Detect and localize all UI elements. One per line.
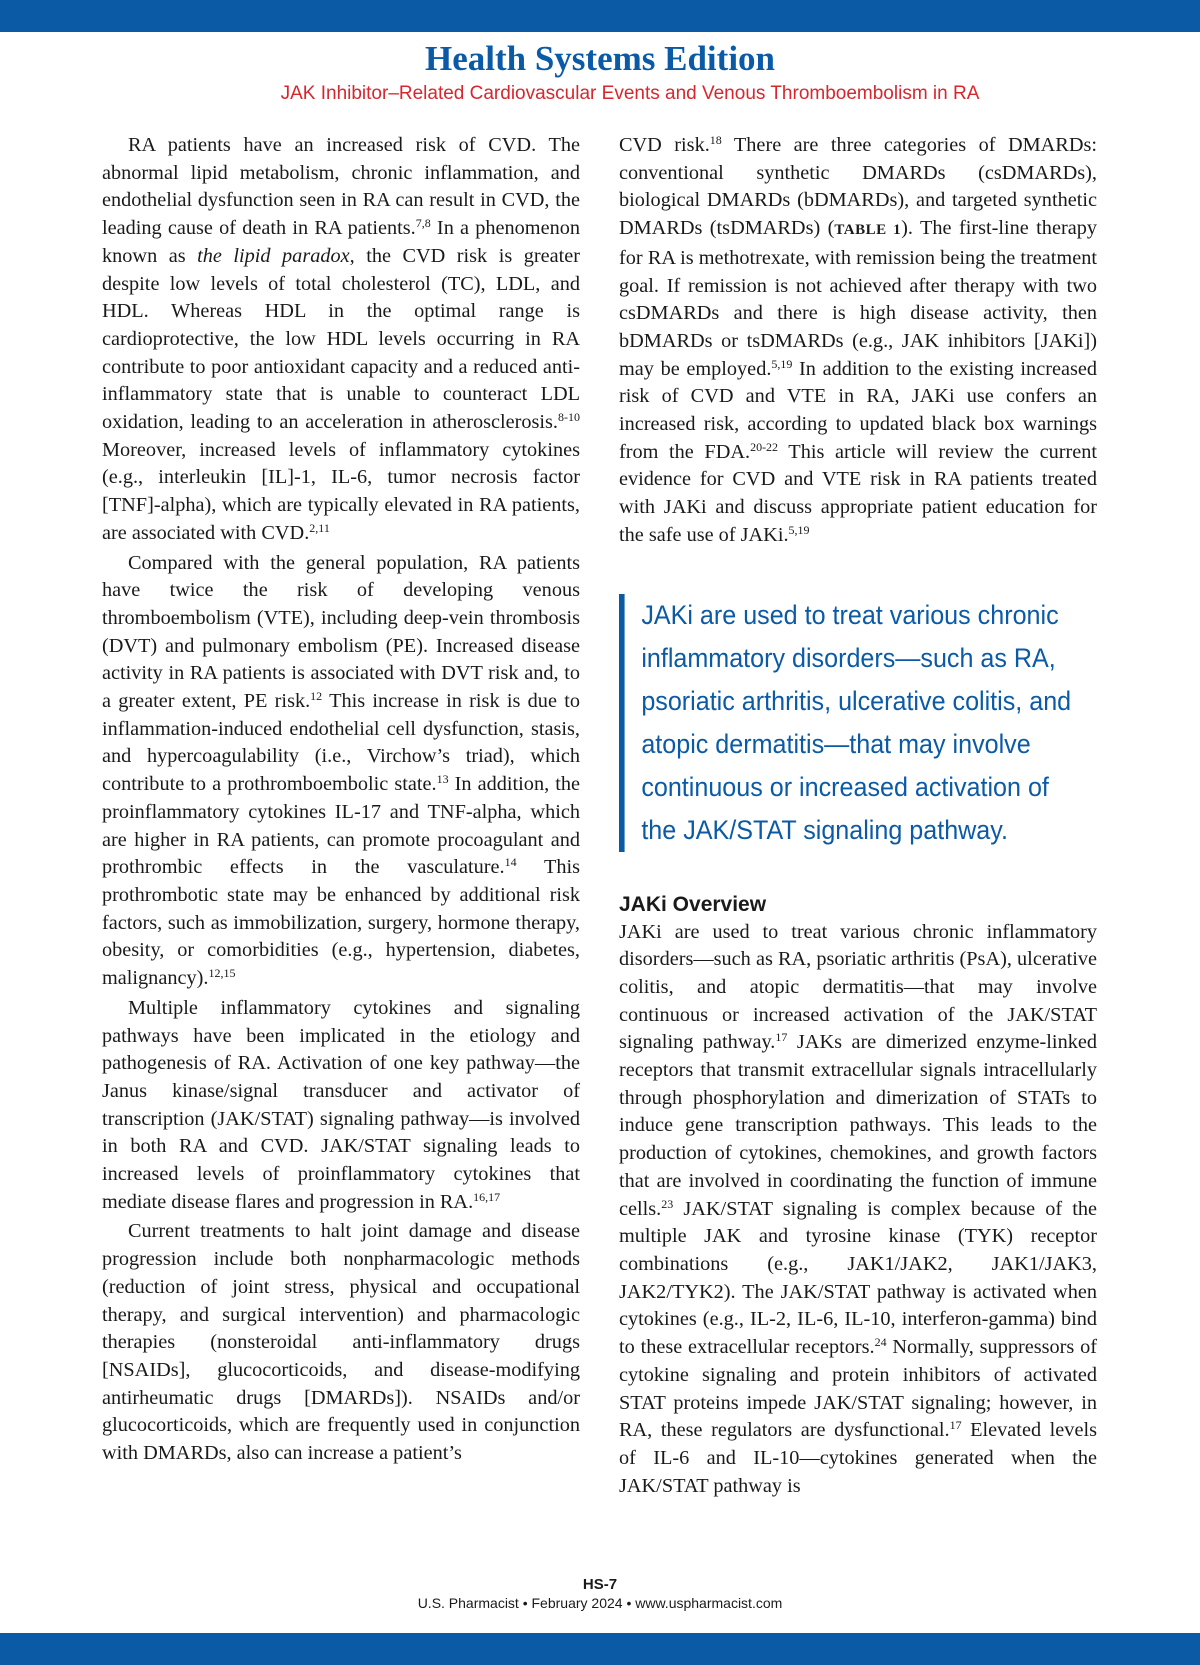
citation-superscript: 23 [661,1196,674,1211]
text-run: JAKs are dimerized enzyme-linked receptors that transmit extracellular signals intracellularly through phosphorylation and dimerization of STATs to induce gene transcription pathways. This leads to the production of cytokines, chemokines, and growth factors that are involved in coordinating the function of immune cells. [619,1031,1097,1220]
citation-superscript: 14 [504,855,517,870]
citation-superscript: 7,8 [415,216,431,231]
text-run: JAKi are used to treat various chronic inflammatory disorders—such as RA, psoriatic arthritis (PsA), ulcerative colitis, and atopic dermatitis—that may involve continuous or increased activation of the JAK/STAT signaling pathway. [619,920,1097,1054]
citation-superscript: 13 [436,772,449,787]
citation-superscript: 17 [949,1418,962,1433]
text-run: Normally, suppressors of cytokine signaling and protein inhibitors of activated STAT proteins impede JAK/STAT signaling; however, in RA, these regulators are dysfunctional. [619,1336,1097,1442]
text-run: ). The first-line therapy for RA is methotrexate, with remission being the treatment goal. If remission is not achieved after therapy with two csDMARDs and there is high disease activity, then bDMARDs or tsDMARDs (e.g., JAK inhibitors [JAKi]) may be employed. [619,217,1097,380]
text-run: In addition to the existing increased risk of CVD and VTE in RA, JAKi use confers an increased risk, according to updated black box warnings from the FDA. [619,357,1097,463]
right-column [619,132,1097,1500]
text-run: Moreover, increased levels of inflammatory cytokines (e.g., interleukin [IL]-1, IL-6, tumor necrosis factor [TNF]-alpha), which are typically elevated in RA patients, are associated with CVD. [102,438,580,544]
paragraph-dmard-categories [619,132,1097,550]
left-column [102,132,580,1468]
citation-superscript: 8-10 [558,410,580,425]
pull-quote: JAKi are used to treat various chronic inflammatory disorders—such as RA, psoriatic arthritis, ulcerative colitis, and atopic dermatitis—that may involve continuous or increased activation of the JAK/STAT signaling pathway. [619,594,1088,852]
text-run: This increase in risk is due to inflammation-induced endothelial cell dysfunction, stasis, and hypercoagulability (i.e., Virchow’s triad), which contribute to a prothromboembolic state. [102,690,580,796]
citation-superscript: 12,15 [208,966,236,981]
edition-title: Health Systems Edition [424,39,776,78]
citation-superscript: 24 [874,1335,887,1350]
top-color-bar [0,0,1200,32]
page-number: HS-7 [582,1576,618,1593]
paragraph-jaki-overview [619,919,1097,1501]
text-run: Compared with the general population, RA patients have twice the risk of developing venous thromboembolism (VTE), including deep-vein thrombosis (DVT) and pulmonary embolism (PE). Increased disease activity in RA patients is associated with DVT risk and, to a greater extent, PE risk. [102,551,580,713]
citation-superscript: 2,11 [309,520,330,535]
citation-superscript: 17 [775,1030,788,1045]
table-reference: TABLE 1 [834,222,902,239]
text-run: This prothrombotic state may be enhanced by additional risk factors, such as immobilization, surgery, hormone therapy, obesity, or comorbidities (e.g., hypertension, diabetes, malignancy). [102,856,580,990]
article-running-title: JAK Inhibitor–Related Cardiovascular Events and Venous Thromboembolism in RA [280,83,980,104]
text-run: RA patients have an increased risk of CVD. The abnormal lipid metabolism, chronic inflammation, and endothelial dysfunction seen in RA can result in CVD, the leading cause of death in RA patients. [102,134,580,240]
paragraph-jak-stat-pathway [102,995,580,1217]
text-run: CVD risk. [619,134,710,156]
text-run: In a phenomenon known as [102,217,580,267]
text-run: Multiple inflammatory cytokines and signaling pathways have been implicated in the etiology and pathogenesis of RA. Activation of one key pathway—the Janus kinase/signal transducer and activator of transcription (JAK/STAT) signaling pathway—is involved in both RA and CVD. JAK/STAT signaling leads to increased levels of proinflammatory cytokines that mediate disease flares and progression in RA. [102,996,580,1213]
text-run: There are three categories of DMARDs: conventional synthetic DMARDs (csDMARDs), biological DMARDs (bDMARDs), and targeted synthetic DMARDs (tsDMARDs) ( [619,134,1097,240]
text-run: , the CVD risk is greater despite low levels of total cholesterol (TC), LDL, and HDL. Whereas HDL in the optimal range is cardioprotective, the low HDL levels occurring in RA contribute to poor antioxidant capacity and a reduced anti-inflammatory state that is unable to counteract LDL oxidation, leading to an acceleration in atherosclerosis. [102,244,580,434]
page-footer [0,1576,1200,1612]
bottom-color-bar [0,1633,1200,1665]
section-heading-jaki-overview: JAKi Overview [619,892,767,916]
text-run: In addition, the proinflammatory cytokines IL-17 and TNF-alpha, which are higher in RA patients, can promote procoagulant and prothrombic effects in the vasculature. [102,773,580,879]
publication-line: U.S. Pharmacist • February 2024 • www.uspharmacist.com [417,1595,783,1611]
emphasis-term: the lipid paradox [197,244,350,267]
paragraph-current-treatments [102,1218,580,1467]
citation-superscript: 20-22 [750,439,779,454]
text-run: Elevated levels of IL-6 and IL-10—cytokines generated when the JAK/STAT pathway is [619,1419,1097,1497]
citation-superscript: 16,17 [473,1189,501,1204]
paragraph-vte-risk [102,550,580,993]
text-run: This article will review the current evidence for CVD and VTE risk in RA patients treated with JAKi and discuss appropriate patient education for the safe use of JAKi. [619,440,1097,546]
text-run: Current treatments to halt joint damage and disease progression include both nonpharmacologic methods (reduction of joint stress, physical and occupational therapy, and surgical intervention) and pharmacologic therapies (nonsteroidal anti-inflammatory drugs [NSAIDs], glucocorticoids, and disease-modifying antirheumatic drugs [DMARDs]). NSAIDs and/or glucocorticoids, which are frequently used in conjunction with DMARDs, also can increase a patient’s [102,1220,580,1465]
masthead [0,38,1200,106]
citation-superscript: 12 [310,689,323,704]
citation-superscript: 5,19 [788,522,810,537]
paragraph-cvd-risk [102,132,580,548]
citation-superscript: 5,19 [771,356,793,371]
citation-superscript: 18 [709,133,722,147]
text-run: JAK/STAT signaling is complex because of the multiple JAK and tyrosine kinase (TYK) receptor combinations (e.g., JAK1/JAK2, JAK1/JAK3, JAK2/TYK2). The JAK/STAT pathway is activated when cytokines (e.g., IL-2, IL-6, IL-10, interferon-gamma) bind to these extracellular receptors. [619,1197,1097,1359]
